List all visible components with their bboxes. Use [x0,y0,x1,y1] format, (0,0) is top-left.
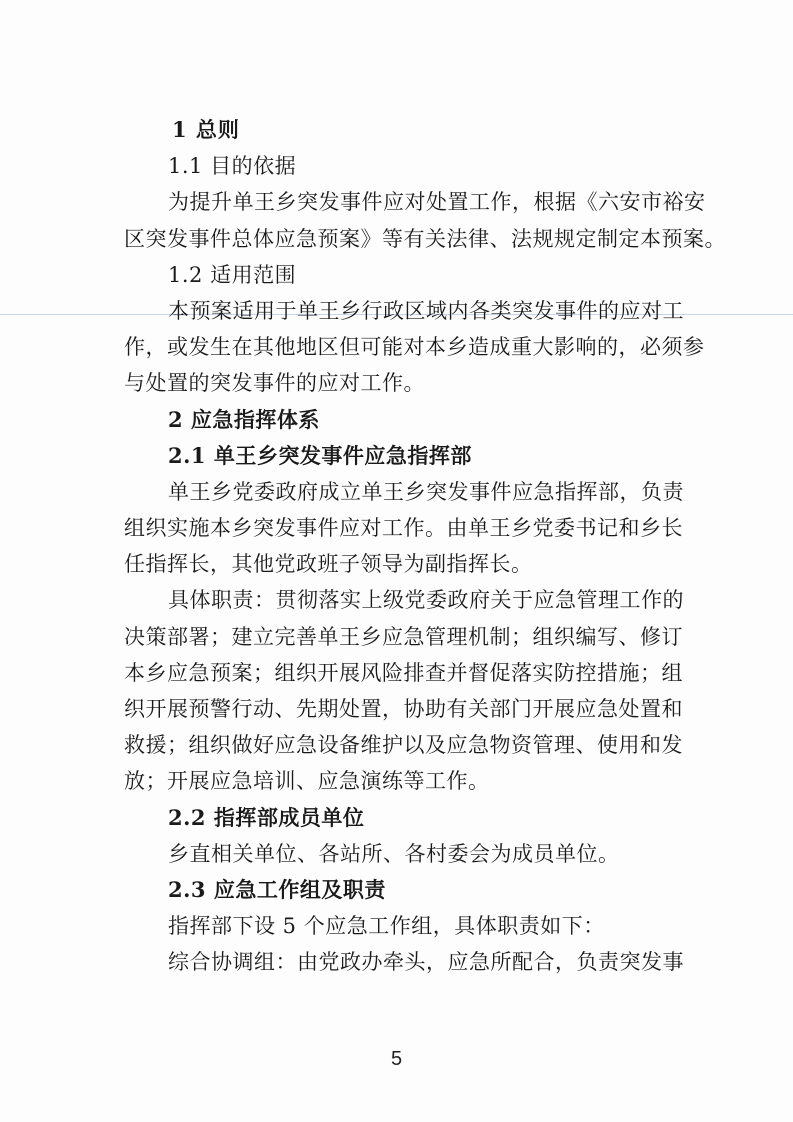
section-1-heading: 1 总则 [172,117,240,142]
section-2-2-heading: 2.2 指挥部成员单位 [168,804,365,830]
paragraph-line: 区突发事件总体应急预案》等有关法律、法规规定制定本预案。 [124,226,726,251]
section-1-2-heading: 1.2 适用范围 [168,262,297,287]
section-2-heading: 2 应急指挥体系 [168,406,320,432]
section-2-3-heading: 2.3 应急工作组及职责 [168,876,386,902]
paragraph-line: 乡直相关单位、各站所、各村委会为成员单位。 [168,841,620,866]
paragraph-line: 放；开展应急培训、应急演练等工作。 [124,769,490,794]
paragraph-line: 织开展预警行动、先期处置，协助有关部门开展应急处置和 [124,697,683,721]
paragraph-line: 任指挥长，其他党政班子领导为副指挥长。 [124,552,533,577]
paragraph-line: 作，或发生在其他地区但可能对本乡造成重大影响的，必须参 [124,335,705,360]
paragraph-line: 决策部署；建立完善单王乡应急管理机制；组织编写、修订 [124,624,683,649]
section-1-1-heading: 1.1 目的依据 [168,154,297,179]
paragraph-line: 本乡应急预案；组织开展风险排查并督促落实防控措施；组 [124,660,683,685]
paragraph-line: 本预案适用于单王乡行政区域内各类突发事件的应对工 [168,298,684,323]
paragraph-line: 具体职责：贯彻落实上级党委政府关于应急管理工作的 [168,588,684,613]
paragraph-line: 为提升单王乡突发事件应对处置工作，根据《六安市裕安 [168,190,706,215]
section-2-1-heading: 2.1 单王乡突发事件应急指挥部 [168,442,472,468]
document-body [124,112,726,981]
paragraph-line: 指挥部下设 5 个应急工作组，具体职责如下： [168,914,605,939]
paragraph-line: 与处置的突发事件的应对工作。 [124,371,425,396]
paragraph-line: 单王乡党委政府成立单王乡突发事件应急指挥部，负责 [168,479,684,504]
paragraph-line: 救援；组织做好应急设备维护以及应急物资管理、使用和发 [124,733,683,758]
paragraph-line: 组织实施本乡突发事件应对工作。由单王乡党委书记和乡长 [124,516,683,541]
page-number: 5 [390,1048,403,1070]
paragraph-line: 综合协调组：由党政办牵头，应急所配合，负责突发事 [168,950,684,975]
